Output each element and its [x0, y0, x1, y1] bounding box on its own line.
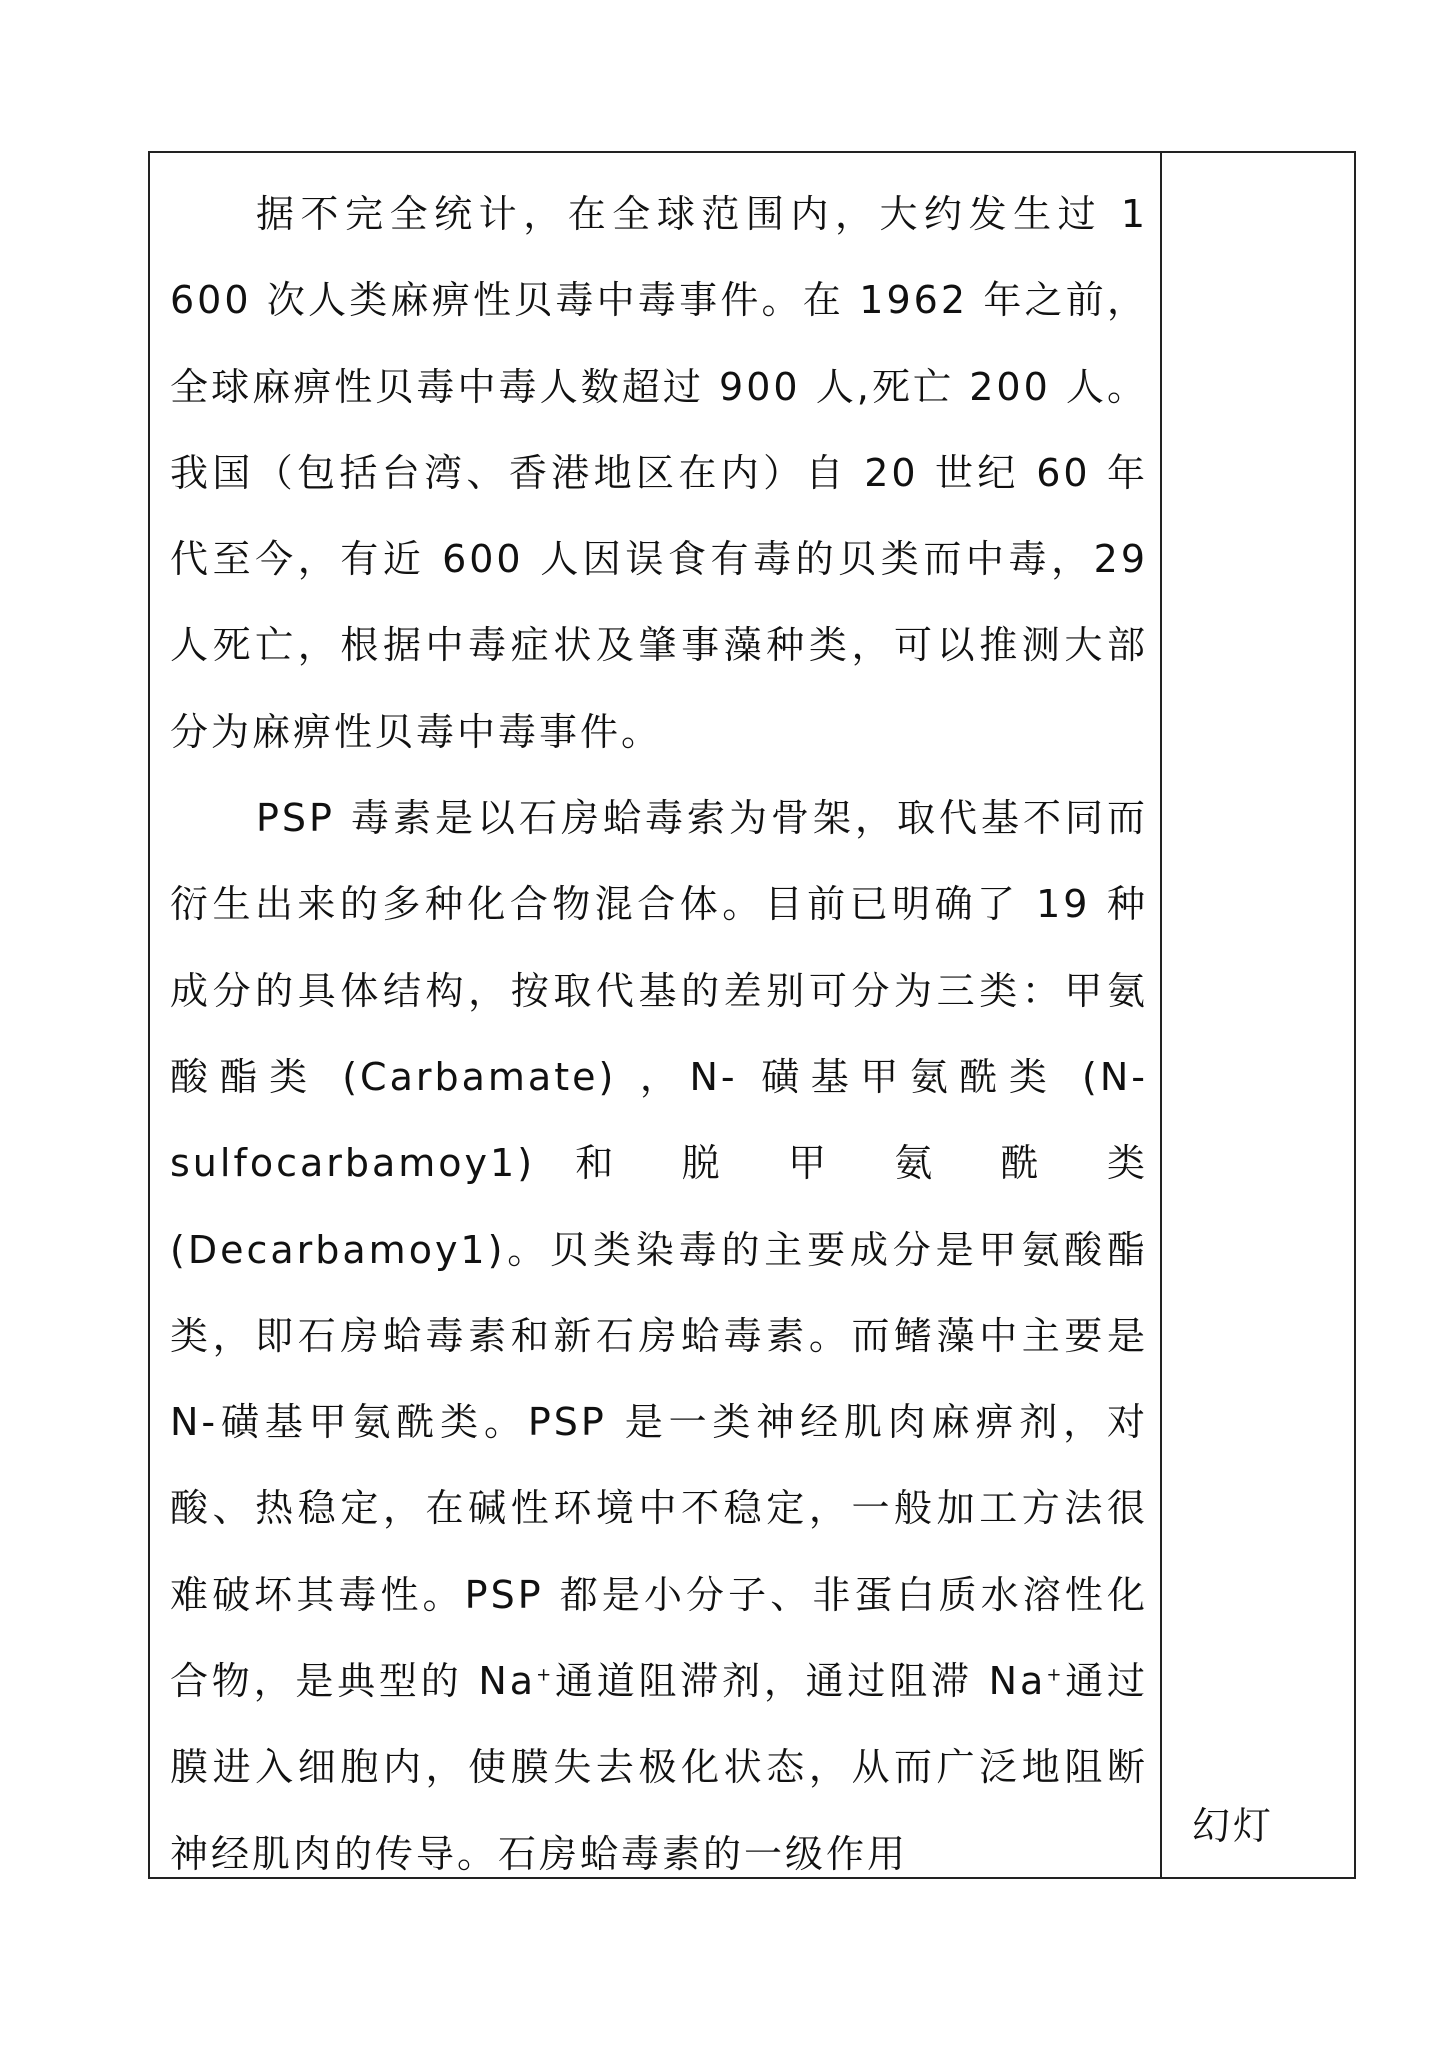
- side-note-cell: [1162, 153, 1354, 1877]
- sodium-superscript-2: +: [1046, 1664, 1065, 1686]
- psp-text-part-1: PSP 毒素是以石房蛤毒索为骨架，取代基不同而衍生出来的多种化合物混合体。目前已明确了 19 种成分的具体结构，按取代基的差别可分为三类：甲氨酸酯类 (Carbamate) ，N- 磺基甲氨酰类 (N-sulfocarbamoy1) 和 脱 甲 氨 酰 类 (Decarbamoy1)。贝类染毒的主要成分是甲氨酸酯类，即石房蛤毒素和新石房蛤毒素。而鳍藻中主要是 N-磺基甲氨酰类。PSP 是一类神经肌肉麻痹剂，对酸、热稳定，在碱性环境中不稳定，一般加工方法很难破坏其毒性。PSP 都是小分子、非蛋白质水溶性化合物，是典型的 Na: [170, 796, 1148, 1704]
- paragraph-psp-toxin: [170, 775, 1148, 1877]
- main-text-cell: [150, 153, 1162, 1877]
- psp-text-part-2: 通道阻滞剂，通过阻滞 Na: [554, 1659, 1047, 1704]
- paragraph-poisoning-statistics: 据不完全统计，在全球范围内，大约发生过 1 600 次人类麻痹性贝毒中毒事件。在 1962 年之前，全球麻痹性贝毒中毒人数超过 900 人,死亡 200 人。我国（包括台湾、香港地区在内）自 20 世纪 60 年代至今，有近 600 人因误食有毒的贝类而中毒，29 人死亡，根据中毒症状及肇事藻种类，可以推测大部分为麻痹性贝毒中毒事件。: [170, 192, 1148, 754]
- slide-label: 幻灯: [1192, 1804, 1275, 1848]
- psp-text-part-3: 通过膜进入细胞内，使膜失去极化状态，从而广泛地阻断神经肌肉的传导。石房蛤毒素的一级作用: [170, 1659, 1149, 1876]
- sodium-superscript-1: +: [536, 1664, 555, 1686]
- content-table: [148, 151, 1356, 1879]
